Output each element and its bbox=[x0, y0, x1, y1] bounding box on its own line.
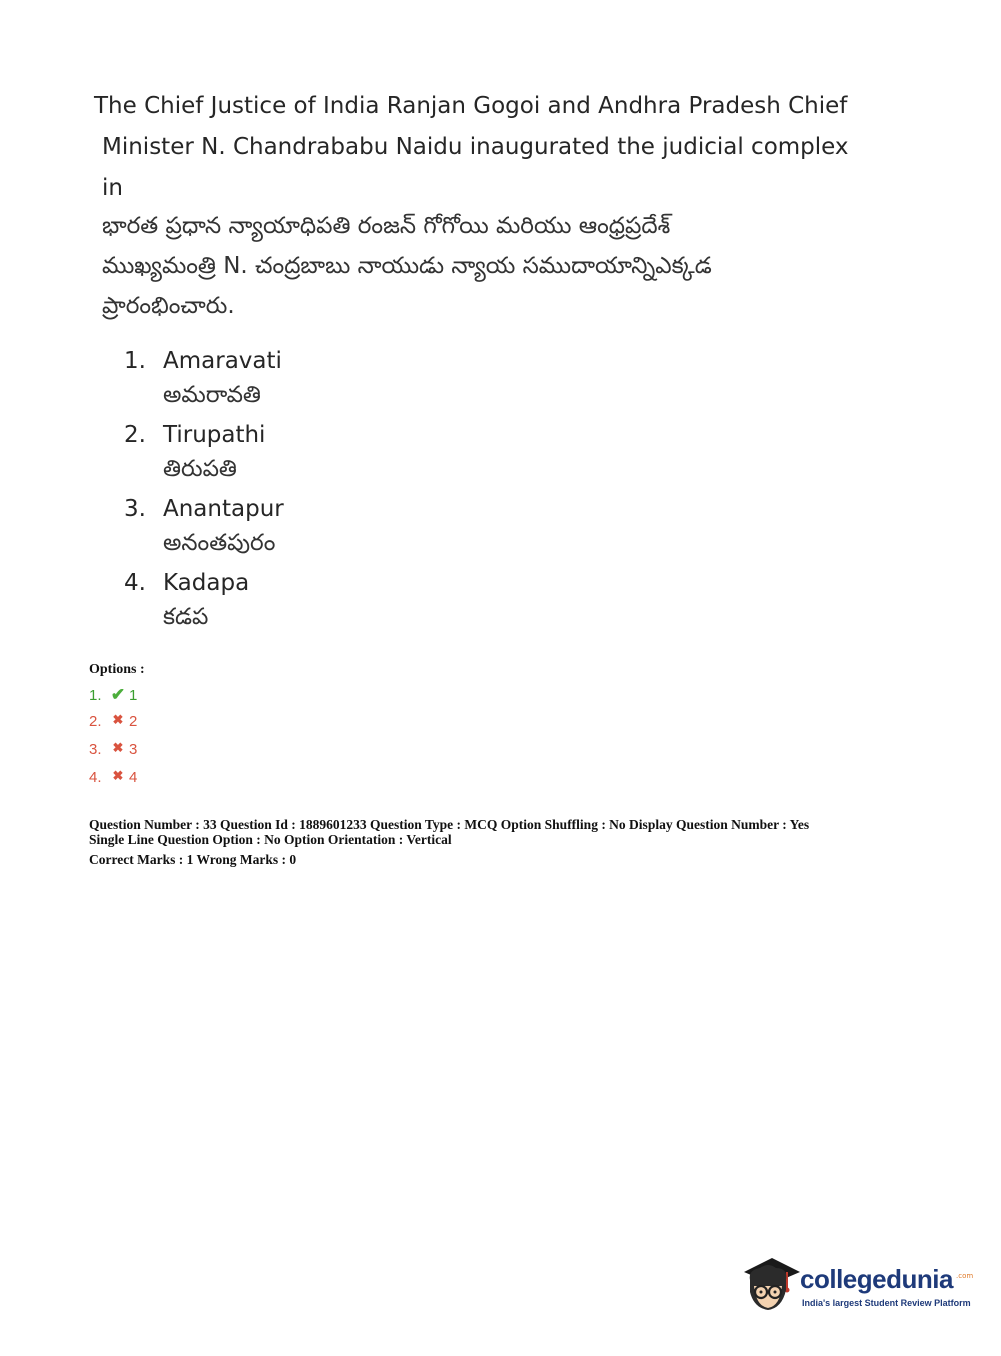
answer-option-2 bbox=[89, 712, 137, 730]
question-meta-line-1: Question Number : 33 Question Id : 1889601233 Question Type : MCQ Option Shuffling : No Display Question Number : Yes bbox=[89, 817, 810, 832]
question-telugu-line-2: ముఖ్యమంత్రి N. చంద్రబాబు నాయుడు న్యాయ సముదాయాన్నిఎక్కడ bbox=[102, 253, 712, 279]
choice-english: Amaravati bbox=[163, 348, 282, 374]
answer-option-1 bbox=[89, 685, 137, 705]
mascot-icon bbox=[742, 1250, 802, 1320]
cross-icon: ✖ bbox=[112, 768, 124, 783]
answer-number: 2. bbox=[89, 713, 102, 730]
choice-telugu: కడప bbox=[163, 604, 209, 630]
answer-value: 1 bbox=[129, 687, 138, 704]
question-english-line-3: in bbox=[102, 175, 123, 201]
answer-option-3 bbox=[89, 740, 137, 758]
question-meta-line-2: Single Line Question Option : No Option Orientation : Vertical bbox=[89, 832, 452, 847]
answer-value: 3 bbox=[129, 741, 138, 758]
collegedunia-logo bbox=[742, 1250, 972, 1320]
options-label: Options : bbox=[89, 662, 145, 677]
question-telugu-line-1: భారత ప్రధాన న్యాయాధిపతి రంజన్ గోగోయి మరియు ఆంధ్రప్రదేశ్ bbox=[102, 213, 671, 239]
question-telugu bbox=[102, 206, 922, 326]
answer-value: 4 bbox=[129, 769, 138, 786]
question-english bbox=[94, 86, 914, 209]
check-icon: ✔ bbox=[110, 685, 126, 704]
answer-number: 1. bbox=[89, 687, 102, 704]
question-english-line-2: Minister N. Chandrababu Naidu inaugurated the judicial complex bbox=[102, 134, 849, 160]
answer-number: 4. bbox=[89, 769, 102, 786]
choice-number: 2. bbox=[124, 422, 146, 448]
choice-english: Kadapa bbox=[163, 570, 250, 596]
choice-number: 4. bbox=[124, 570, 146, 596]
choice-telugu: అనంతపురం bbox=[163, 530, 276, 556]
choice-english: Anantapur bbox=[163, 496, 284, 522]
choice-telugu: అమరావతి bbox=[163, 382, 261, 408]
choice-number: 1. bbox=[124, 348, 146, 374]
cross-icon: ✖ bbox=[112, 740, 124, 755]
question-english-line-1: The Chief Justice of India Ranjan Gogoi and Andhra Pradesh Chief bbox=[94, 93, 848, 119]
logo-tagline: India's largest Student Review Platform bbox=[802, 1298, 971, 1308]
answer-value: 2 bbox=[129, 713, 138, 730]
cross-icon: ✖ bbox=[112, 712, 124, 727]
question-telugu-line-3: ప్రారంభించారు. bbox=[102, 293, 235, 319]
answer-option-4 bbox=[89, 768, 137, 786]
answer-number: 3. bbox=[89, 741, 102, 758]
choice-english: Tirupathi bbox=[163, 422, 266, 448]
logo-com: .com bbox=[956, 1272, 974, 1280]
choice-number: 3. bbox=[124, 496, 146, 522]
choice-telugu: తిరుపతి bbox=[163, 456, 237, 482]
question-meta-line-3: Correct Marks : 1 Wrong Marks : 0 bbox=[89, 852, 297, 867]
logo-brand: collegedunia bbox=[800, 1264, 953, 1294]
